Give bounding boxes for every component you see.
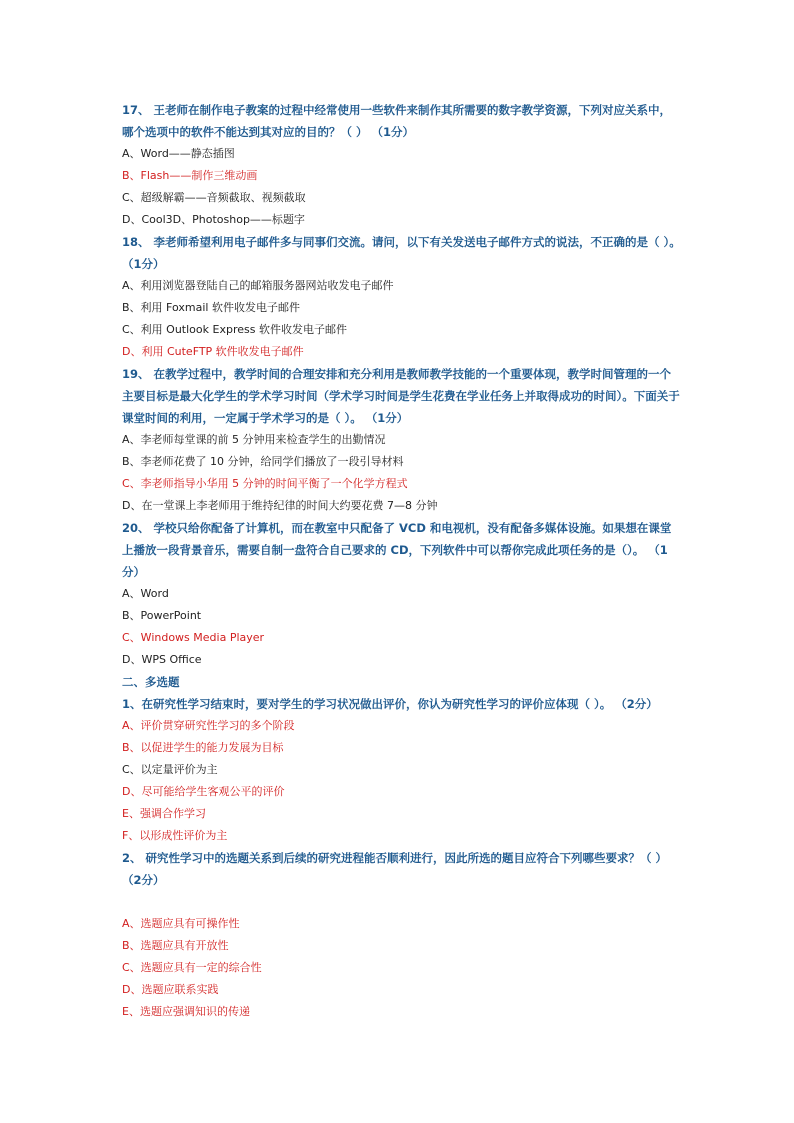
question-20: 20、 学校只给你配备了计算机，而在教室中只配备了 VCD 和电视机，没有配备多媒体设施。如果想在课堂上播放一段背景音乐，需要自制一盘符合自己要求的 CD，下列软件中可以帮你完成此项任务的是（）。 （1分） [122, 521, 672, 579]
multi-2-option-a: A、选题应具有可操作性 [122, 917, 240, 930]
option-17-c: C、超级解霸——音频截取、视频截取 [122, 191, 306, 204]
option-18-c: C、利用 Outlook Express 软件收发电子邮件 [122, 323, 347, 336]
option-20-a: A、Word [122, 587, 169, 600]
option-18-a: A、利用浏览器登陆自己的邮箱服务器网站收发电子邮件 [122, 279, 394, 292]
option-20-c: C、Windows Media Player [122, 631, 265, 644]
option-17-b: B、Flash——制作三维动画 [122, 169, 258, 182]
option-18-b: B、利用 Foxmail 软件收发电子邮件 [122, 301, 300, 314]
question-18: 18、 李老师希望利用电子邮件多与同事们交流。请问，以下有关发送电子邮件方式的说法，不正确的是（ ）。 （1分） [122, 235, 681, 271]
option-19-c: C、李老师指导小华用 5 分钟的时间平衡了一个化学方程式 [122, 477, 408, 490]
document-page [122, 99, 682, 1023]
option-20-d: D、WPS Office [122, 653, 202, 666]
multi-1-option-a: A、评价贯穿研究性学习的多个阶段 [122, 719, 295, 732]
multi-1-option-e: E、强调合作学习 [122, 807, 206, 820]
option-18-d: D、利用 CuteFTP 软件收发电子邮件 [122, 345, 304, 358]
multi-1-option-b: B、以促进学生的能力发展为目标 [122, 741, 284, 754]
blank-line [122, 891, 682, 913]
multi-2-option-b: B、选题应具有开放性 [122, 939, 229, 952]
multi-question-1: 1、在研究性学习结束时，要对学生的学习状况做出评价，你认为研究性学习的评价应体现（ ）。 （2分） [122, 697, 658, 711]
option-19-b: B、李老师花费了 10 分钟，给同学们播放了一段引导材料 [122, 455, 404, 468]
question-17: 17、 王老师在制作电子教案的过程中经常使用一些软件来制作其所需要的数字教学资源，下列对应关系中，哪个选项中的软件不能达到其对应的目的？（ ） （1分） [122, 103, 672, 139]
multi-1-option-c: C、以定量评价为主 [122, 763, 218, 776]
multi-2-option-e: E、选题应强调知识的传递 [122, 1005, 250, 1018]
section-title: 二、多选题 [122, 675, 180, 689]
option-17-a: A、Word——静态插图 [122, 147, 235, 160]
option-17-d: D、Cool3D、Photoshop——标题字 [122, 213, 305, 226]
multi-2-option-d: D、选题应联系实践 [122, 983, 219, 996]
option-19-a: A、李老师每堂课的前 5 分钟用来检查学生的出勤情况 [122, 433, 386, 446]
multi-1-option-f: F、以形成性评价为主 [122, 829, 228, 842]
multi-2-option-c: C、选题应具有一定的综合性 [122, 961, 262, 974]
option-19-d: D、在一堂课上李老师用于维持纪律的时间大约要花费 7—8 分钟 [122, 499, 438, 512]
question-19: 19、 在教学过程中，教学时间的合理安排和充分利用是教师教学技能的一个重要体现，教学时间管理的一个主要目标是最大化学生的学术学习时间（学术学习时间是学生花费在学业任务上并取得成功的时间）。下面关于课堂时间的利用，一定属于学术学习的是（ ）。 （1分） [122, 367, 680, 425]
multi-1-option-d: D、尽可能给学生客观公平的评价 [122, 785, 285, 798]
option-20-b: B、PowerPoint [122, 609, 202, 622]
multi-question-2: 2、 研究性学习中的选题关系到后续的研究进程能否顺利进行，因此所选的题目应符合下列哪些要求？（ ） （2分） [122, 851, 668, 887]
